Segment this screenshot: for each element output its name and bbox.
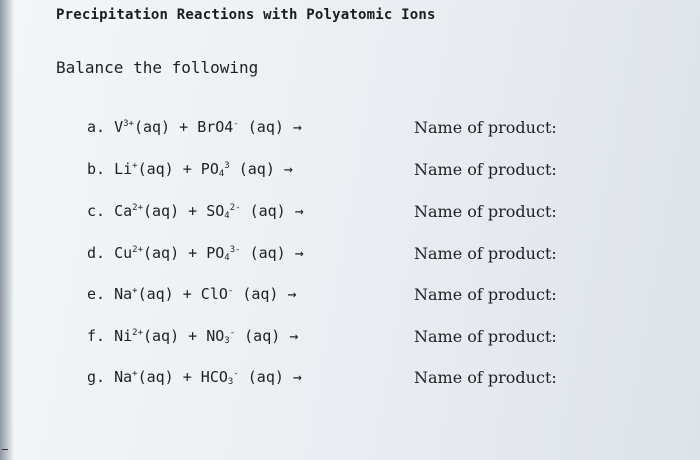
reaction-arrow: → xyxy=(283,160,293,178)
anion-subscript: 4 xyxy=(224,211,230,221)
anion-symbol: BrO4 xyxy=(197,118,234,136)
cation-state: (aq) xyxy=(143,327,180,345)
reaction-arrow: → xyxy=(292,368,302,386)
cation-symbol: Ca xyxy=(114,202,133,220)
cation-symbol: Na xyxy=(114,285,133,303)
cation-symbol: V xyxy=(114,118,124,136)
anion-subscript: 4 xyxy=(224,253,230,263)
edge-mark xyxy=(2,449,8,450)
anion-state: (aq) xyxy=(249,244,286,262)
anion-state: (aq) xyxy=(249,202,286,220)
reaction-arrow: → xyxy=(287,285,297,303)
reaction-equation xyxy=(87,368,302,386)
reaction-row-g xyxy=(0,368,700,394)
reaction-row-b xyxy=(0,160,700,186)
reaction-arrow: → xyxy=(289,327,299,345)
cation-state: (aq) xyxy=(137,368,174,386)
anion-symbol: HCO xyxy=(200,368,228,386)
anion-state: (aq) xyxy=(242,285,279,303)
anion-subscript: 4 xyxy=(218,169,225,179)
item-letter: d. xyxy=(87,244,106,262)
item-letter: g. xyxy=(87,368,106,386)
plus-sign: + xyxy=(188,244,198,262)
cation-charge: + xyxy=(132,161,138,171)
anion-state: (aq) xyxy=(238,160,275,178)
name-of-product-label: Name of product: xyxy=(414,285,557,304)
item-letter: c. xyxy=(87,202,106,220)
plus-sign: + xyxy=(188,327,198,345)
cation-charge: 2+ xyxy=(132,245,143,255)
reaction-row-c xyxy=(0,202,700,228)
cation-symbol: Na xyxy=(114,368,133,386)
name-of-product-label: Name of product: xyxy=(414,244,557,263)
worksheet-title: Precipitation Reactions with Polyatomic Ions xyxy=(56,7,436,23)
cation-symbol: Ni xyxy=(114,327,133,345)
reaction-equation xyxy=(87,202,304,220)
instruction-text: Balance the following xyxy=(56,58,259,77)
plus-sign: + xyxy=(179,118,189,136)
plus-sign: + xyxy=(188,202,198,220)
item-letter: b. xyxy=(87,160,106,178)
cation-state: (aq) xyxy=(143,244,180,262)
reaction-arrow: → xyxy=(294,202,304,220)
cation-charge: + xyxy=(132,369,138,379)
reaction-row-f xyxy=(0,327,700,353)
reaction-equation xyxy=(87,118,302,136)
anion-charge: 3- xyxy=(229,245,241,255)
anion-symbol: ClO xyxy=(200,285,228,303)
plus-sign: + xyxy=(182,285,192,303)
reaction-equation xyxy=(87,327,298,345)
reaction-row-e xyxy=(0,285,700,311)
plus-sign: + xyxy=(182,160,192,178)
anion-charge: 2- xyxy=(229,203,241,213)
item-letter: f. xyxy=(87,327,106,345)
anion-charge: 3 xyxy=(224,161,230,171)
anion-charge: - xyxy=(233,369,239,379)
anion-symbol: SO xyxy=(206,202,225,220)
cation-state: (aq) xyxy=(133,118,171,136)
anion-subscript: 3 xyxy=(227,377,234,387)
reaction-equation xyxy=(87,285,297,303)
cation-state: (aq) xyxy=(137,160,174,178)
cation-charge: 2+ xyxy=(132,203,143,213)
name-of-product-label: Name of product: xyxy=(414,327,557,346)
reaction-equation xyxy=(87,244,304,262)
item-letter: e. xyxy=(87,285,106,303)
anion-state: (aq) xyxy=(247,118,284,136)
anion-state: (aq) xyxy=(244,327,281,345)
cation-charge: 3+ xyxy=(123,119,134,129)
cation-charge: 2+ xyxy=(132,328,143,338)
reaction-arrow: → xyxy=(294,244,304,262)
name-of-product-label: Name of product: xyxy=(414,118,557,137)
anion-state: (aq) xyxy=(247,368,284,386)
name-of-product-label: Name of product: xyxy=(414,160,557,179)
anion-charge: - xyxy=(227,286,234,296)
anion-symbol: PO xyxy=(200,160,219,178)
name-of-product-label: Name of product: xyxy=(414,368,557,387)
anion-subscript: 3 xyxy=(224,336,230,346)
anion-symbol: PO xyxy=(206,244,225,262)
cation-state: (aq) xyxy=(137,285,174,303)
reaction-row-a xyxy=(0,118,700,144)
anion-charge: - xyxy=(229,328,236,338)
plus-sign: + xyxy=(182,368,192,386)
reaction-row-d xyxy=(0,244,700,270)
reaction-equation xyxy=(87,160,293,178)
anion-charge: - xyxy=(233,119,239,129)
cation-symbol: Cu xyxy=(114,244,133,262)
cation-charge: + xyxy=(132,286,138,296)
anion-symbol: NO xyxy=(206,327,225,345)
cation-symbol: Li xyxy=(114,160,133,178)
cation-state: (aq) xyxy=(143,202,180,220)
item-letter: a. xyxy=(87,118,106,136)
reaction-arrow: → xyxy=(292,118,302,136)
name-of-product-label: Name of product: xyxy=(414,202,557,221)
